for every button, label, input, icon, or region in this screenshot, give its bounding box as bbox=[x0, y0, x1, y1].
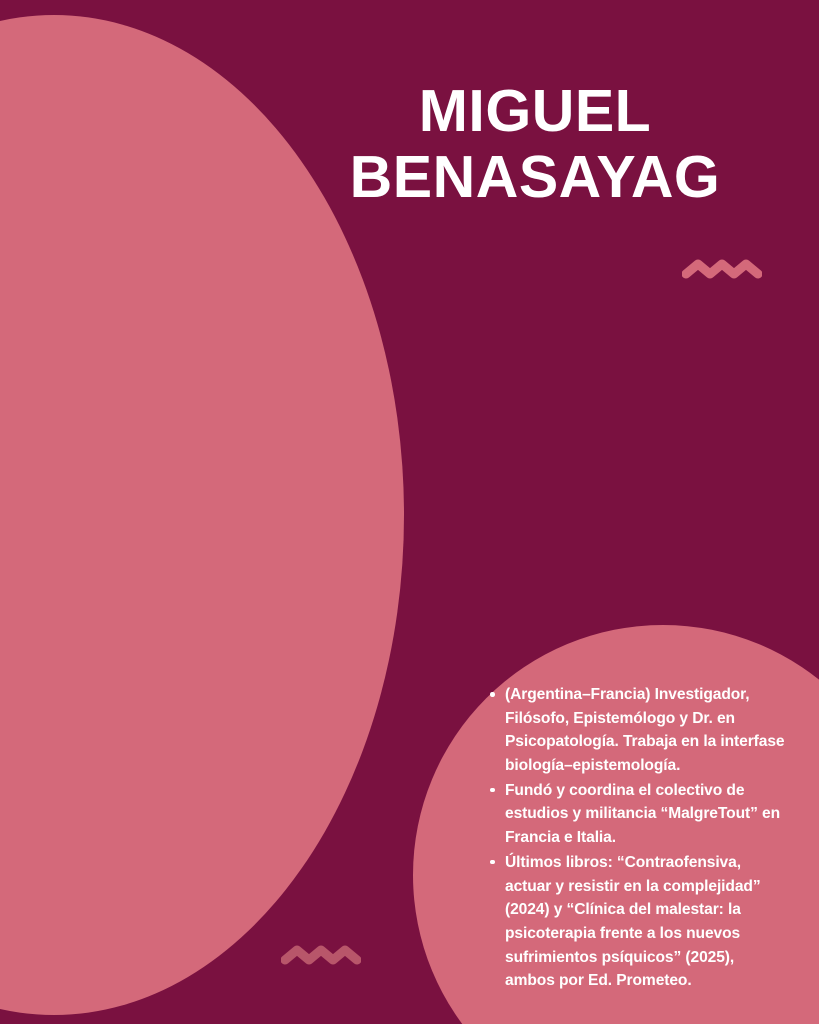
list-item: Últimos libros: “Contraofensiva, actuar y resistir en la complejidad” (2024) y “Clínica del malestar: la psicoterapia frente a los nuevos sufrimientos psíquicos” (2025), ambos por Ed. Prometeo. bbox=[505, 851, 787, 993]
title-line-first: MIGUEL bbox=[418, 78, 652, 144]
list-item: Fundó y coordina el colectivo de estudios y militancia “MalgreTout” en Francia e Italia. bbox=[505, 779, 787, 850]
bio-section bbox=[487, 683, 787, 994]
bio-list bbox=[487, 683, 787, 993]
zigzag-icon-top-right bbox=[682, 258, 762, 289]
zigzag-icon-bottom-left bbox=[281, 944, 361, 975]
page-title bbox=[295, 78, 775, 210]
list-item: (Argentina–Francia) Investigador, Filósofo, Epistemólogo y Dr. en Psicopatología. Trabaja en la interfase biología–epistemología. bbox=[505, 683, 787, 778]
title-line-second: BENASAYAG bbox=[349, 144, 721, 211]
